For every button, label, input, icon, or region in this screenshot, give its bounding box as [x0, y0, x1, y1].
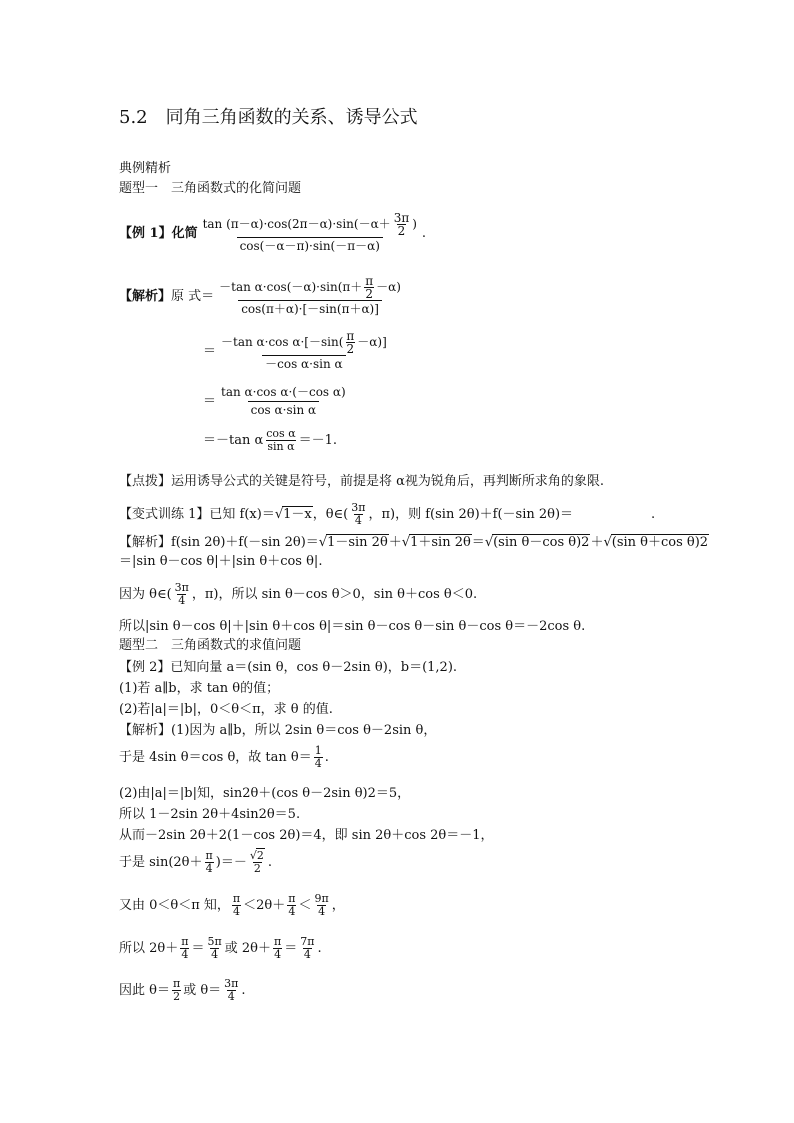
solution2-line4: 所以|sin θ－cos θ|＋|sin θ＋cos θ|＝sin θ－cos θ－sin θ－cos θ＝－2cos θ. [119, 619, 586, 634]
solution1-step1: 【解析】原 式＝ －tan α·cos(－α)·sin(π＋ $\frac{\pi}{2}$ －α) cos(π＋α)·[－sin(π＋α)] [119, 274, 401, 316]
example1-fraction: tan (π－α)·cos(2π－α)·sin(－α＋ $\frac{3\pi}{2}$ ) cos(－α－π)·sin(－π－α) [202, 211, 417, 253]
solution3-line2: 于是 4sin θ＝cos θ，故 tan θ＝ $\frac{1}{4}$ . [119, 744, 329, 770]
solution1-step2: ＝ －tan α·cos α·[－sin( $\frac{\pi}{2}$ －α)] －cos α·sin α [203, 329, 387, 371]
solution3-line5: 从而－2sin 2θ＋2(1－cos 2θ)＝4，即 sin 2θ＋cos 2θ＝－1， [119, 828, 494, 843]
solution1-step3: ＝ $\frac{\text{tan α·cos α·(－cos α)}}{\text{cos α·sin α}}$ [203, 385, 346, 417]
example2-line1: 【例 2】已知向量 a＝(sin θ，cos θ－2sin θ)，b＝(1,2). [119, 660, 458, 675]
section-title: 5.2 同角三角函数的关系、诱导公式 [119, 107, 418, 128]
example2-line3: (2)若|a|＝|b|，0＜θ＜π，求 θ 的值. [119, 702, 333, 717]
solution3-line1: 【解析】(1)因为 a∥b，所以 2sin θ＝cos θ－2sin θ， [119, 723, 437, 738]
solution2-line1: 【解析】f(sin 2θ)＋f(－sin 2θ)＝√1－sin 2θ＋√1＋sin 2θ＝√(sin θ－cos θ)2＋√(sin θ＋cos θ)2 [119, 535, 709, 550]
solution3-line7: 又由 0＜θ＜π 知， $\frac{\pi}{4}$ ＜2θ＋ $\frac{\pi}{4}$ ＜ $\frac{9\pi}{4}$ ， [119, 892, 345, 918]
example2-line2: (1)若 a∥b，求 tan θ的值； [119, 681, 280, 696]
heading-examples: 典例精析 [119, 161, 172, 176]
solution3-line4: 所以 1－2sin 2θ＋4sin2θ＝5. [119, 807, 301, 822]
type1-heading: 题型一 三角函数式的化简问题 [119, 181, 302, 196]
solution3-line3: (2)由|a|＝|b|知，sin2θ＋(cos θ－2sin θ)2＝5， [119, 786, 411, 801]
solution2-line3: 因为 θ∈( $\frac{3\pi}{4}$ ，π)，所以 sin θ－cos θ＞0，sin θ＋cos θ＜0. [119, 581, 478, 607]
solution3-line9: 因此 θ＝ $\frac{\pi}{2}$ 或 θ＝ $\frac{3\pi}{4}$ . [119, 977, 246, 1003]
example1: 【例 1】化简 tan (π－α)·cos(2π－α)·sin(－α＋ $\frac{3\pi}{2}$ ) cos(－α－π)·sin(－π－α) . [119, 211, 427, 253]
example1-label: 【例 1】化简 [119, 226, 198, 241]
variant1: 【变式训练 1】已知 f(x)＝√1－x，θ∈( $\frac{3\pi}{4}$ ，π)，则 f(sin 2θ)＋f(－sin 2θ)＝ . [119, 501, 656, 527]
tip-text: 【点拨】运用诱导公式的关键是符号，前提是将 α视为锐角后，再判断所求角的象限. [119, 474, 605, 489]
solution3-line6: 于是 sin(2θ＋ $\frac{\pi}{4}$ )＝－ $\frac{√2}{2}$ . [119, 849, 272, 875]
type2-heading: 题型二 三角函数式的求值问题 [119, 638, 302, 653]
solution3-line8: 所以 2θ＋ $\frac{\pi}{4}$ ＝ $\frac{5\pi}{4}$ 或 2θ＋ $\frac{\pi}{4}$ ＝ $\frac{7\pi}{4}$ . [119, 935, 322, 961]
solution2-line2: ＝|sin θ－cos θ|＋|sin θ＋cos θ|. [119, 554, 323, 569]
solution1-step4: ＝－tan α $\frac{\text{cos α}}{\text{sin α}}$ ＝－1. [203, 427, 338, 453]
